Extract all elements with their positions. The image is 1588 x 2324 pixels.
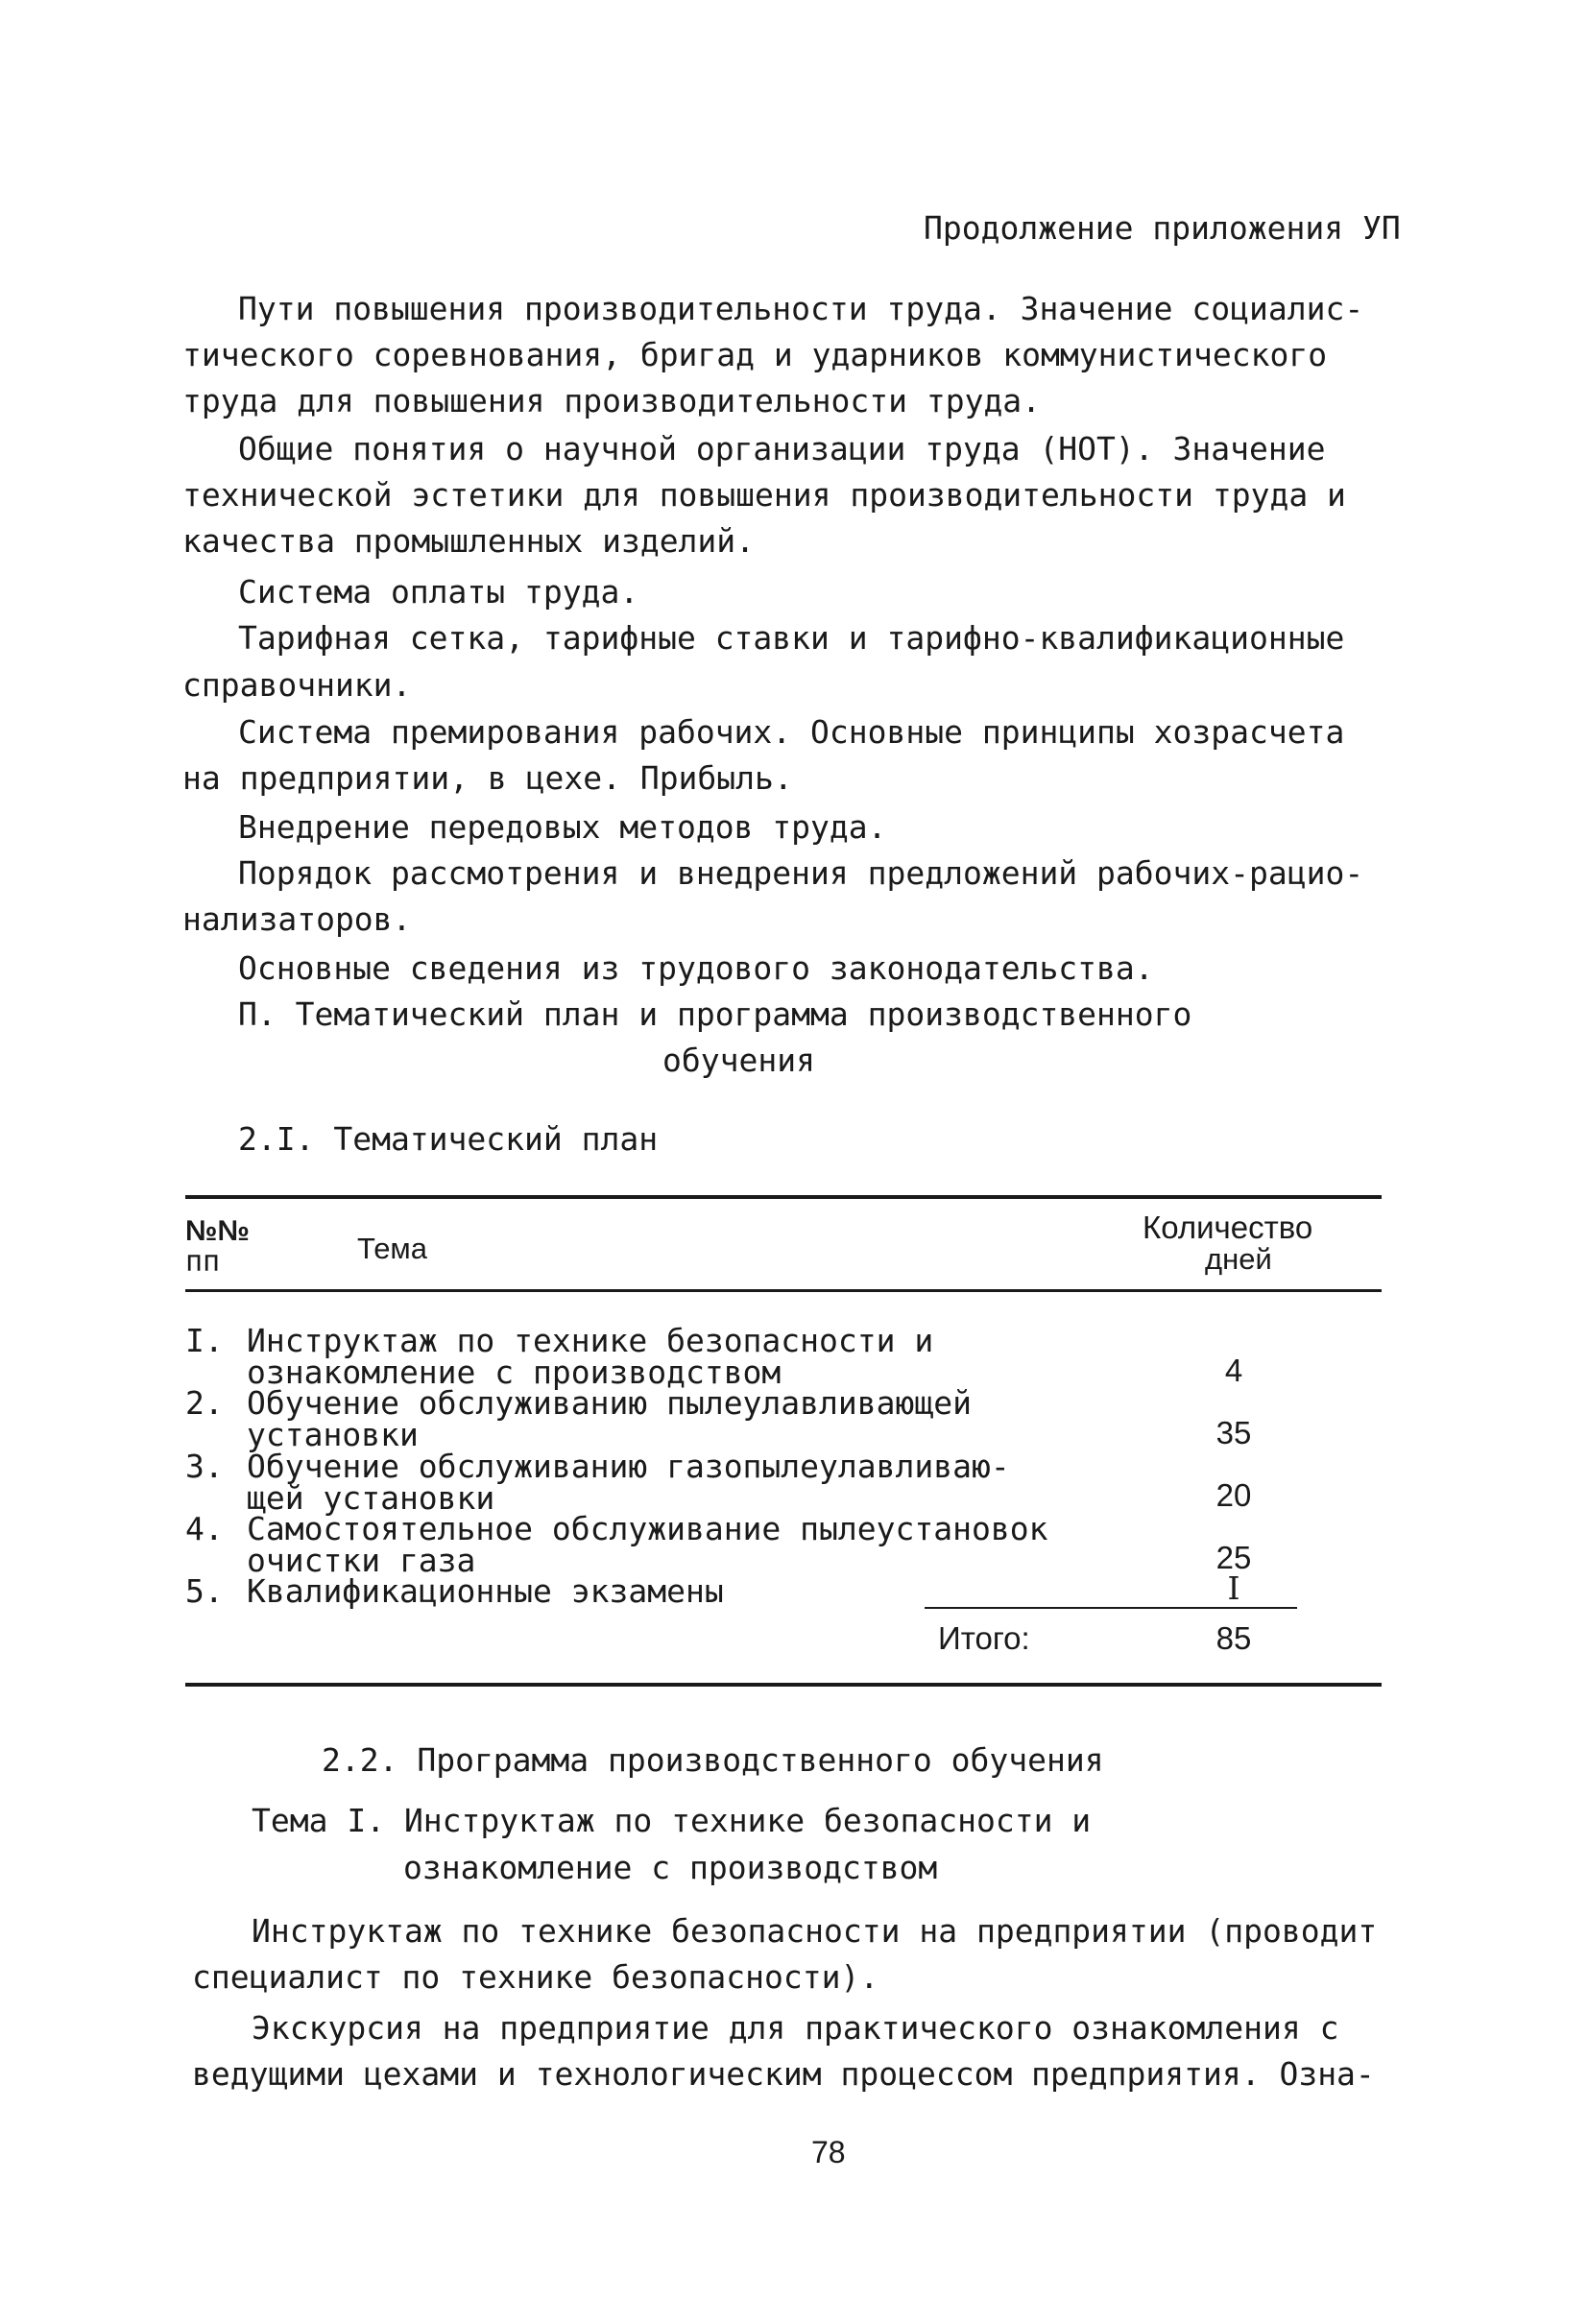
row-topic: Обучение обслуживанию пылеулавливающей <box>247 1384 972 1422</box>
paragraph-line: справочники. <box>182 666 412 704</box>
paragraph-line: Пути повышения производительности труда. Значение социалис- <box>238 290 1364 327</box>
paragraph-line: Основные сведения из трудового законодательства. <box>238 949 1154 987</box>
paragraph-line: Внедрение передовых методов труда. <box>238 808 887 846</box>
paragraph-line: технической эстетики для повышения производительности труда и <box>182 476 1346 514</box>
row-num: 4. <box>185 1510 224 1547</box>
paragraph-line: Общие понятия о научной организации труда (НОТ). Значение <box>238 430 1326 467</box>
paragraph-line: Инструктаж по технике безопасности на предприятии (проводит <box>252 1912 1378 1950</box>
paragraph-line: Порядок рассмотрения и внедрения предложений рабочих-рацио- <box>238 854 1364 892</box>
row-days: I <box>1227 1569 1240 1607</box>
row-topic: Самостоятельное обслуживание пылеустановок <box>247 1510 1048 1547</box>
topic-heading-cont: ознакомление с производством <box>403 1849 938 1886</box>
row-days: 35 <box>1215 1415 1252 1450</box>
table-bottom-rule <box>185 1683 1382 1687</box>
row-num: I. <box>185 1322 224 1359</box>
row-topic: Инструктаж по технике безопасности и <box>247 1322 934 1359</box>
row-days: 25 <box>1215 1540 1252 1575</box>
section-heading-cont: обучения <box>662 1042 815 1079</box>
paragraph-line: тического соревнования, бригад и ударников коммунистического <box>182 336 1328 373</box>
subtotal-rule <box>925 1607 1297 1609</box>
table-top-rule <box>185 1195 1382 1199</box>
row-num: 3. <box>185 1448 224 1485</box>
total-label: Итого: <box>938 1620 1030 1656</box>
paragraph-line: Экскурсия на предприятие для практического ознакомления с <box>252 2009 1339 2047</box>
row-topic-cont: установки <box>247 1416 419 1453</box>
row-topic-cont: очистки газа <box>247 1542 476 1579</box>
col-header-num: №№ <box>185 1215 250 1247</box>
row-topic-cont: щей установки <box>247 1479 495 1517</box>
row-num: 5. <box>185 1572 224 1610</box>
total-value: 85 <box>1215 1620 1252 1656</box>
row-topic: Квалификационные экзамены <box>247 1572 724 1610</box>
col-header-days-2: дней <box>1205 1242 1272 1276</box>
row-days: 4 <box>1224 1353 1243 1388</box>
paragraph-line: Система премирования рабочих. Основные принципы хозрасчета <box>238 713 1345 751</box>
continuation-header: Продолжение приложения УП <box>924 209 1401 247</box>
paragraph-line: Система оплаты труда. <box>238 573 639 611</box>
col-header-num-2: пп <box>185 1245 221 1279</box>
subheading-program: 2.2. Программа производственного обучения <box>322 1741 1104 1779</box>
paragraph-line: специалист по технике безопасности). <box>192 1958 879 1996</box>
table-header-rule <box>185 1289 1382 1292</box>
paragraph-line: нализаторов. <box>182 900 412 938</box>
row-topic: Обучение обслуживанию газопылеулавливаю- <box>247 1448 1010 1485</box>
row-days: 20 <box>1215 1477 1252 1513</box>
col-header-topic: Тема <box>357 1232 427 1265</box>
row-num: 2. <box>185 1384 224 1422</box>
paragraph-line: качества промышленных изделий. <box>182 522 756 560</box>
col-header-days: Количество <box>1143 1210 1313 1245</box>
paragraph-line: ведущими цехами и технологическим процессом предприятия. Озна- <box>192 2055 1375 2093</box>
section-heading: П. Тематический план и программа производственного <box>238 995 1192 1033</box>
row-topic-cont: ознакомление с производством <box>247 1354 782 1391</box>
paragraph-line: на предприятии, в цехе. Прибыль. <box>182 759 793 797</box>
topic-heading: Тема I. Инструктаж по технике безопасности и <box>252 1802 1092 1839</box>
page-number: 78 <box>811 2135 846 2169</box>
subheading-thematic-plan: 2.I. Тематический план <box>238 1120 659 1158</box>
paragraph-line: Тарифная сетка, тарифные ставки и тарифно-квалификационные <box>238 619 1345 657</box>
paragraph-line: труда для повышения производительности труда. <box>182 382 1042 419</box>
